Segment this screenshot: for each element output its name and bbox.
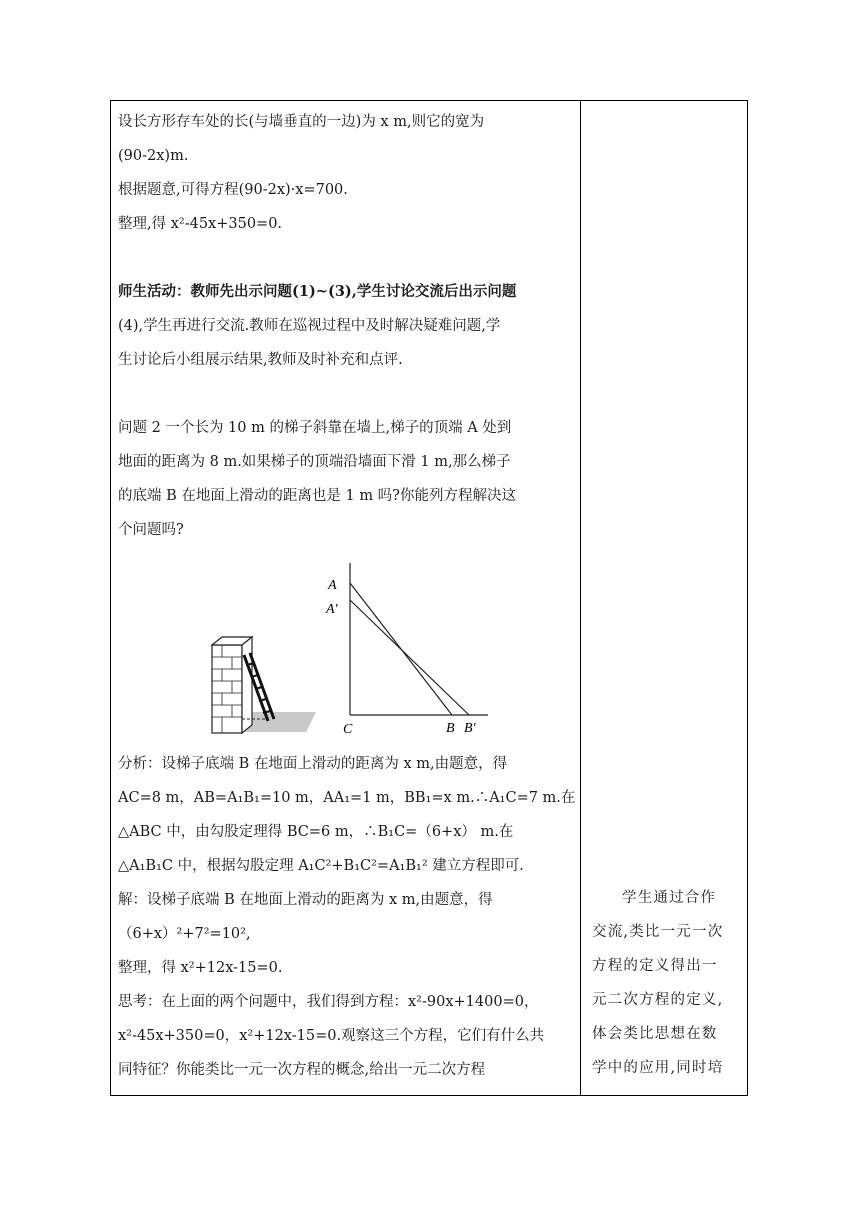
table-top-border xyxy=(110,100,748,101)
main-line: 个问题吗? xyxy=(118,522,184,538)
analysis-line: x²-45x+350=0，x²+12x-15=0.观察这三个方程，它们有什么共 xyxy=(118,1028,545,1044)
column-divider xyxy=(580,100,581,1096)
analysis-line: 整理，得 x²+12x-15=0. xyxy=(118,960,283,976)
point-a-label: A xyxy=(328,578,337,593)
main-line: (4),学生再进行交流.教师在巡视过程中及时解决疑难问题,学 xyxy=(118,318,501,334)
analysis-line: 分析：设梯子底端 B 在地面上滑动的距离为 x m,由题意，得 xyxy=(118,756,508,772)
brick-wall-illustration xyxy=(206,625,318,735)
main-line: (90-2x)m. xyxy=(118,148,189,164)
analysis-line: △A₁B₁C 中，根据勾股定理 A₁C²+B₁C²=A₁B₁² 建立方程即可. xyxy=(118,858,524,874)
analysis-line: 同特征？你能类比一元一次方程的概念,给出一元二次方程 xyxy=(118,1062,486,1078)
analysis-line: 解：设梯子底端 B 在地面上滑动的距离为 x m,由题意，得 xyxy=(118,892,493,908)
main-line: 整理,得 x²-45x+350=0. xyxy=(118,216,283,232)
side-line: 方程的定义得出一 xyxy=(592,958,718,974)
point-b1-label: B′ xyxy=(464,721,476,736)
table-bottom-border xyxy=(110,1095,748,1096)
analysis-line: AC=8 m，AB=A₁B₁=10 m，AA₁=1 m，BB₁=x m.∴A₁C=7 m.在 xyxy=(118,790,576,806)
ladder-geometry-figure xyxy=(318,555,493,740)
main-line: 设长方形存车处的长(与墙垂直的一边)为 x m,则它的宽为 xyxy=(118,114,485,130)
lesson-table xyxy=(110,100,748,1096)
main-line: 师生活动：教师先出示问题(1)~(3),学生讨论交流后出示问题 xyxy=(118,283,517,300)
table-left-border xyxy=(110,100,111,1096)
main-line: 问题 2 一个长为 10 m 的梯子斜靠在墙上,梯子的顶端 A 处到 xyxy=(118,420,512,436)
analysis-line: （6+x）²+7²=10², xyxy=(118,926,251,942)
table-right-border xyxy=(747,100,748,1096)
side-line: 学中的应用,同时培 xyxy=(592,1060,724,1076)
main-line: 根据题意,可得方程(90-2x)·x=700. xyxy=(118,182,348,198)
point-b-label: B xyxy=(446,721,455,736)
analysis-line: 思考：在上面的两个问题中，我们得到方程：x²-90x+1400=0， xyxy=(118,994,539,1010)
side-line: 体会类比思想在数 xyxy=(592,1026,718,1042)
main-line: 地面的距离为 8 m.如果梯子的顶端沿墙面下滑 1 m,那么梯子 xyxy=(118,454,511,470)
point-c-label: C xyxy=(343,722,353,737)
side-line: 学生通过合作 xyxy=(622,890,717,906)
point-a1-label: A′ xyxy=(326,602,338,617)
side-line: 交流,类比一元一次 xyxy=(592,924,724,940)
main-line: 的底端 B 在地面上滑动的距离也是 1 m 吗?你能列方程解决这 xyxy=(118,488,516,504)
main-line: 生讨论后小组展示结果,教师及时补充和点评. xyxy=(118,352,403,368)
side-line: 元二次方程的定义, xyxy=(592,992,724,1008)
analysis-line: △ABC 中，由勾股定理得 BC=6 m，∴B₁C=（6+x） m.在 xyxy=(118,824,514,840)
